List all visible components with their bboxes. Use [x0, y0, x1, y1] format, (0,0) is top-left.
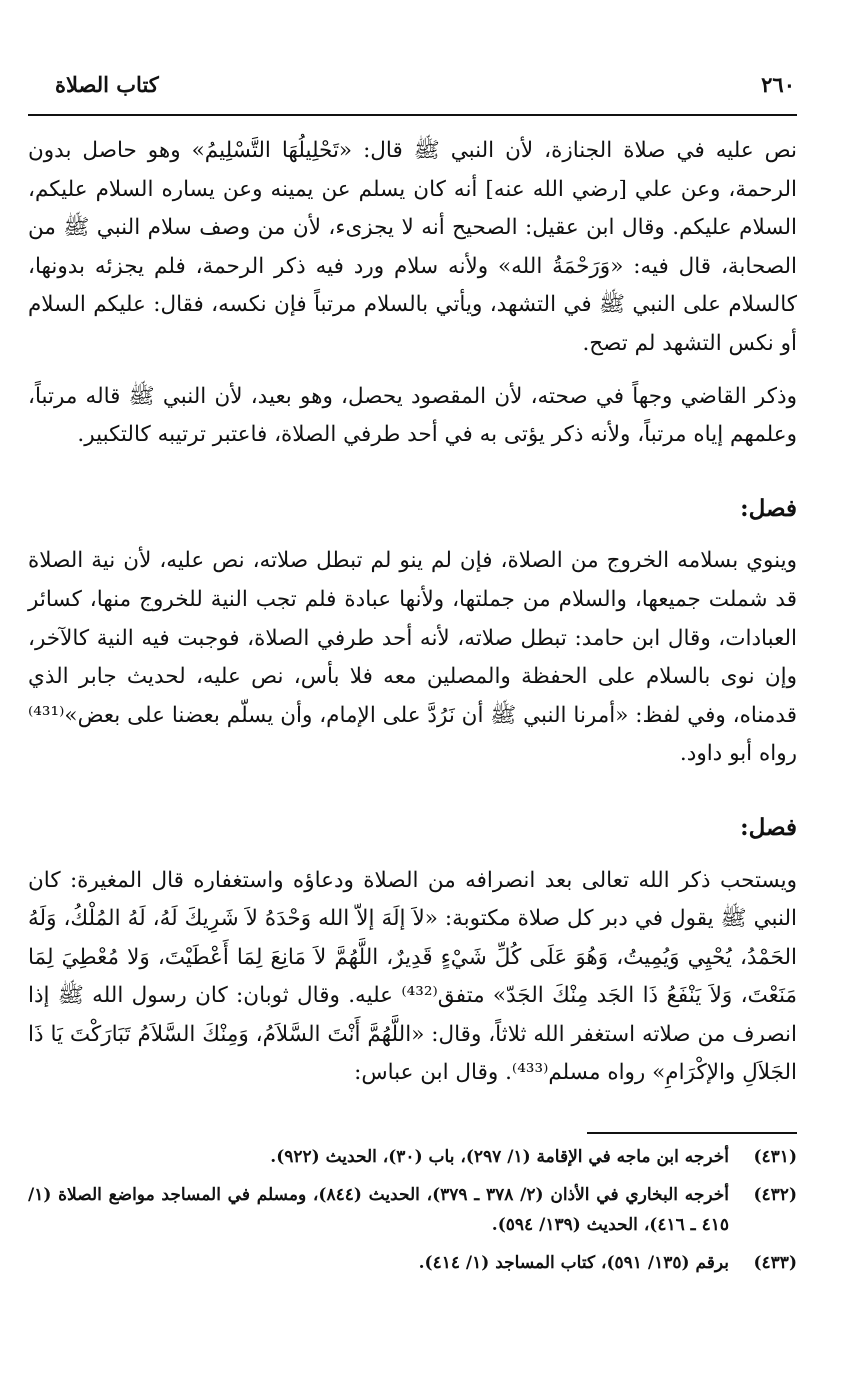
text-line: أَعْطَيْتَ، وَلا مُعْطِيَ لِمَا مَنَعْتَ، وَلاَ يَنْفَعُ ذَا الجَد مِنْكَ الجَدّ» متفق⁽⁴³²⁾ عليه. وقال: [28, 944, 798, 1009]
text-line: السَّلاَمُ، وَمِنْكَ السَّلاَمُ تَبَارَكْتَ يَا ذَا الجَلاَلِ والإكْرَامِ» رواه مسلم⁽⁴³³⁾. وقال ابن عباس:: [28, 1021, 797, 1086]
text-line: نص عليه في صلاة الجنازة، لأن النبي ﷺ قال: «تَحْلِيلُهَا التَّسْلِيمُ» وهو حاصل بدون: [28, 138, 797, 163]
text-line: وينوي بسلامه الخروج من الصلاة، فإن لم ينو لم تبطل صلاته، نص عليه، لأن: [123, 548, 797, 574]
footnote: [28, 1180, 797, 1240]
section-heading-2: فصل:: [740, 813, 797, 841]
text-line: السلام عليكم. وقال ابن عقيل: الصحيح أنه لا يجزىء، لأن من وصف سلام النبي ﷺ: [63, 215, 797, 241]
page-number: ٢٦٠: [761, 72, 795, 97]
text-line: كالتكبير.: [77, 422, 151, 448]
footnote-text: أخرجه ابن ماجه في الإقامة (١/ ٢٩٧)، باب (٣٠)، الحديث (٩٢٢).: [270, 1147, 729, 1167]
footnote-rule: [587, 1132, 797, 1134]
text-line: عليه، لحديث جابر الذي قدمناه، وفي لفظ: «أمرنا النبي ﷺ أن نَرُدَّ على الإمام، وأن: [28, 664, 797, 728]
text-line: الرحمة، وعن علي [رضي الله عنه] أنه كان يسلم عن يمينه وعن يساره السلام عليكم،: [28, 176, 797, 202]
text-line: قاله مرتباً، وعلمهم إياه مرتباً، ولأنه ذكر يؤتى به في أحد طرفي الصلاة، فاعتبر ترتيبه: [28, 383, 797, 448]
text-line: ويستحب ذكر الله تعالى بعد انصرافه من الصلاة ودعاؤه واستغفاره قال المغيرة:: [69, 867, 797, 893]
text-line: يسلّم بعضنا على بعض»⁽⁴³¹⁾ رواه أبو داود.: [28, 702, 797, 767]
text-line: فوجبت فيه النية كالآخر، وإن نوى بالسلام على الحفظة والمصلين معه فلا بأس، نص: [28, 625, 797, 690]
text-line: المُلْكُ، وَلَهُ الحَمْدُ، يُحْيِي وَيُمِيتُ، وَهُوَ عَلَى كُلِّ شَيْءٍ قَدِيرٌ، اللَّهُمَّ لاَ مَانِعَ لِمَا: [28, 906, 797, 970]
running-header: [55, 72, 795, 97]
main-text: [28, 132, 797, 1093]
paragraph-4: [28, 862, 797, 1094]
footnote: [28, 1248, 797, 1278]
footnote: [28, 1142, 797, 1172]
text-line: وذكر القاضي وجهاً في صحته، لأن المقصود يحصل، وهو بعيد، لأن النبي ﷺ: [128, 383, 797, 409]
footnote-text: برقم (١٣٥/ ٥٩١)، كتاب المساجد (١/ ٤١٤).: [418, 1253, 729, 1273]
text-line: عليكم السلام أو نكس التشهد لم تصح.: [28, 292, 797, 356]
text-line: بدونها، كالسلام على النبي ﷺ في التشهد، ويأتي بالسلام مرتباً فإن نكسه، فقال:: [28, 253, 797, 318]
footnote-number: (٤٣٣): [753, 1253, 797, 1273]
text-line: ثوبان: كان رسول الله ﷺ إذا انصرف من صلاته استغفر الله ثلاثاً، وقال: «اللَّهُمَّ أَنْتَ: [28, 983, 797, 1047]
text-line: كان النبي ﷺ يقول في دبر كل صلاة مكتوبة: «لاَ إلَهَ إلاّ الله وَحْدَهُ لاَ شَرِيكَ لَهُ، لَهُ: [28, 867, 797, 932]
paragraph-2: [28, 378, 797, 455]
text-line: نية الصلاة قد شملت جميعها، والسلام من جملتها، ولأنها عبادة فلم تجب النية: [28, 548, 797, 612]
footnote-number: (٤٣٢): [753, 1185, 797, 1205]
section-heading-1: فصل:: [740, 494, 797, 522]
text-line: للخروج منها، كسائر العبادات، وقال ابن حامد: تبطل صلاته، لأنه أحد طرفي الصلاة،: [28, 586, 797, 651]
paragraph-1: [28, 132, 797, 364]
footnote-number: (٤٣١): [753, 1147, 797, 1167]
paragraph-3: [28, 542, 797, 774]
footnote-text: أخرجه البخاري في الأذان (٢/ ٣٧٨ ـ ٣٧٩)، الحديث (٨٤٤)، ومسلم في المساجد مواضع الصلاة (١/ ٤١٥ ـ ٤١٦)، الحديث (١٣٩/ ٥٩٤).: [28, 1185, 730, 1235]
text-line: من الصحابة، قال فيه: «وَرَحْمَةُ الله» ولأنه سلام ورد فيه ذكر الرحمة، فلم يجزئه: [28, 215, 797, 279]
footnotes: [28, 1142, 797, 1286]
book-title: كتاب الصلاة: [55, 72, 159, 97]
header-rule: [28, 114, 797, 116]
